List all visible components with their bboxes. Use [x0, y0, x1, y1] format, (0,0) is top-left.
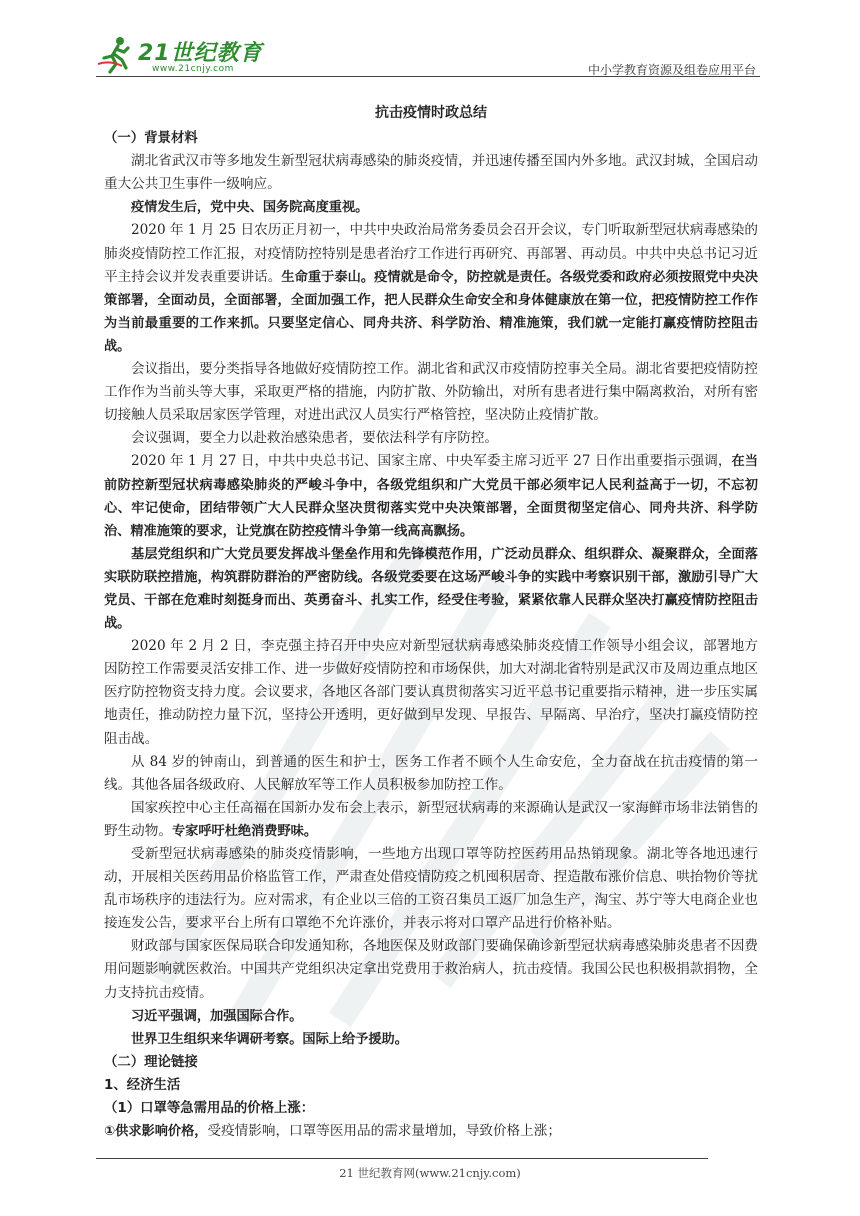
logo-url: www.21cnjy.com	[152, 64, 234, 74]
text-run-bold: 在当前防控新型冠状病毒感染肺炎的严峻斗争中，各级党组织和广大党员干部必须牢记人民利益高于一切，不忘初心、牢记使命，团结带领广大人民群众坚决贯彻落实党中央决策部署，全面贯彻坚定信心、同舟共济、科学防治、精准施策的要求，让党旗在防控疫情斗争第一线高高飘扬。	[104, 454, 758, 539]
paragraph: 会议强调，要全力以赴救治感染患者，要依法科学有序防控。	[131, 430, 499, 447]
paragraph	[104, 797, 758, 843]
section-heading-theory: （二）理论链接	[104, 1054, 198, 1070]
paragraph: 受新型冠状病毒感染的肺炎疫情影响，一些地方出现口罩等防控医药用品热销现象。湖北等各地迅速行动，开展相关医药用品价格监管工作，严肃查处借疫情防疫之机囤积居奇、捏造散布涨价信息、哄抬物价等扰乱市场秩序的违法行为。应对需求，有企业以三倍的工资召集员工返厂加急生产，淘宝、苏宁等大电商企业也接连发公告，要求平台上所有口罩绝不允许涨价，并表示将对口罩产品进行价格补贴。	[104, 846, 758, 932]
footer-divider	[96, 1158, 708, 1159]
document-title: 抗击疫情时政总结	[375, 105, 487, 121]
text-run: 2020 年 1 月 25 日农历正月初一，中共中央政治局常务委员会召开会议，专门听取新型冠状病毒感染的肺炎疫情防控工作汇报，对疫情防控特别是患者治疗工作进行再研究、再部署、再动员。中共中央总书记习近平主持会议并发表重要讲话。	[104, 222, 758, 285]
paragraph-bold: 疫情发生后，党中央、国务院高度重视。	[131, 200, 369, 216]
text-run: 受疫情影响，口罩等医用品的需求量增加，导致价格上涨；	[207, 1123, 561, 1140]
text-run-bold: ①供求影响价格，	[104, 1124, 208, 1140]
paragraph	[104, 219, 758, 358]
page-header	[96, 30, 760, 78]
subheading-price: （1）口罩等急需用品的价格上涨：	[104, 1101, 315, 1117]
runner-logo-icon	[96, 34, 136, 74]
platform-name: 中小学教育资源及组卷应用平台	[587, 63, 756, 77]
paragraph: 从 84 岁的钟南山，到普通的医生和护士，医务工作者不顾个人生命安危，全力奋战在抗击疫情的第一线。其他各届各级政府、人民解放军等工作人员积极参加防控工作。	[104, 753, 758, 793]
text-run-bold: 专家呼吁杜绝消费野味。	[171, 823, 318, 839]
text-run: 国家疾控中心主任高福在国新办发布会上表示，新型冠状病毒的来源确认是武汉一家海鲜市场非法销售的野生动物。	[104, 799, 758, 839]
list-item	[104, 1120, 758, 1143]
paragraph: 财政部与国家医保局联合印发通知称，各地医保及财政部门要确保确诊新型冠状病毒感染肺炎患者不因费用问题影响就医救治。中国共产党组织决定拿出党费用于救治病人，抗击疫情。我国公民也积极捐款捐物，全力支持抗击疫情。	[104, 938, 758, 1001]
paragraph-bold: 基层党组织和广大党员要发挥战斗堡垒作用和先锋模范作用，广泛动员群众、组织群众、凝聚群众，全面落实联防联控措施，构筑群防群治的严密防线。各级党委要在这场严峻斗争的实践中考察识别干部，激励引导广大党员、干部在危难时刻挺身而出、英勇奋斗、扎实工作，经受住考验，紧紧依靠人民群众坚决打赢疫情防控阻击战。	[104, 546, 758, 632]
paragraph: 2020 年 2 月 2 日，李克强主持召开中央应对新型冠状病毒感染肺炎疫情工作领导小组会议，部署地方因防控工作需要灵活安排工作、进一步做好疫情防控和市场保供，加大对湖北省特别是武汉市及周边重点地区医疗防控物资支持力度。会议要求，各地区各部门要认真贯彻落实习近平总书记重要指示精神，进一步压实属地责任，推动防控力量下沉，坚持公开透明，更好做到早发现、早报告、早隔离、早治疗，坚决打赢疫情防控阻击战。	[104, 638, 758, 747]
logo-text: 21世纪教育	[138, 41, 263, 66]
paragraph: 会议指出，要分类指导各地做好疫情防控工作。湖北省和武汉市疫情防控事关全局。湖北省要把疫情防控工作作为当前头等大事，采取更严格的措施，内防扩散、外防输出，对所有患者进行集中隔离救治，对所有密切接触人员采取居家医学管理，对进出武汉人员实行严格管控，坚决防止疫情扩散。	[104, 361, 758, 424]
text-run: 2020 年 1 月 27 日，中共中央总书记、国家主席、中央军委主席习近平 27 日作出重要指示强调，	[131, 453, 732, 470]
subheading-economics: 1、经济生活	[104, 1077, 181, 1093]
paragraph-bold: 习近平强调，加强国际合作。	[131, 1008, 303, 1024]
header-divider	[96, 76, 760, 77]
document-body	[104, 102, 758, 1143]
section-heading-background: （一）背景材料	[104, 131, 198, 147]
text-run-bold: 生命重于泰山。疫情就是命令，防控就是责任。各级党委和政府必须按照党中央决策部署，全面动员，全面部署，全面加强工作，把人民群众生命安全和身体健康放在第一位，把疫情防控工作作为当前最重要的工作来抓。只要坚定信心、同舟共济、科学防治、精准施策，我们就一定能打赢疫情防控阻击战。	[104, 269, 758, 354]
paragraph-bold: 世界卫生组织来华调研考察。国际上给予援助。	[131, 1031, 408, 1047]
site-logo[interactable]	[96, 34, 356, 78]
paragraph	[104, 450, 758, 542]
paragraph: 湖北省武汉市等多地发生新型冠状病毒感染的肺炎疫情，并迅速传播至国内外多地。武汉封城，全国启动重大公共卫生事件一级响应。	[104, 153, 758, 193]
page-footer[interactable]: 21 世纪教育网(www.21cnjy.com)	[339, 1166, 521, 1180]
